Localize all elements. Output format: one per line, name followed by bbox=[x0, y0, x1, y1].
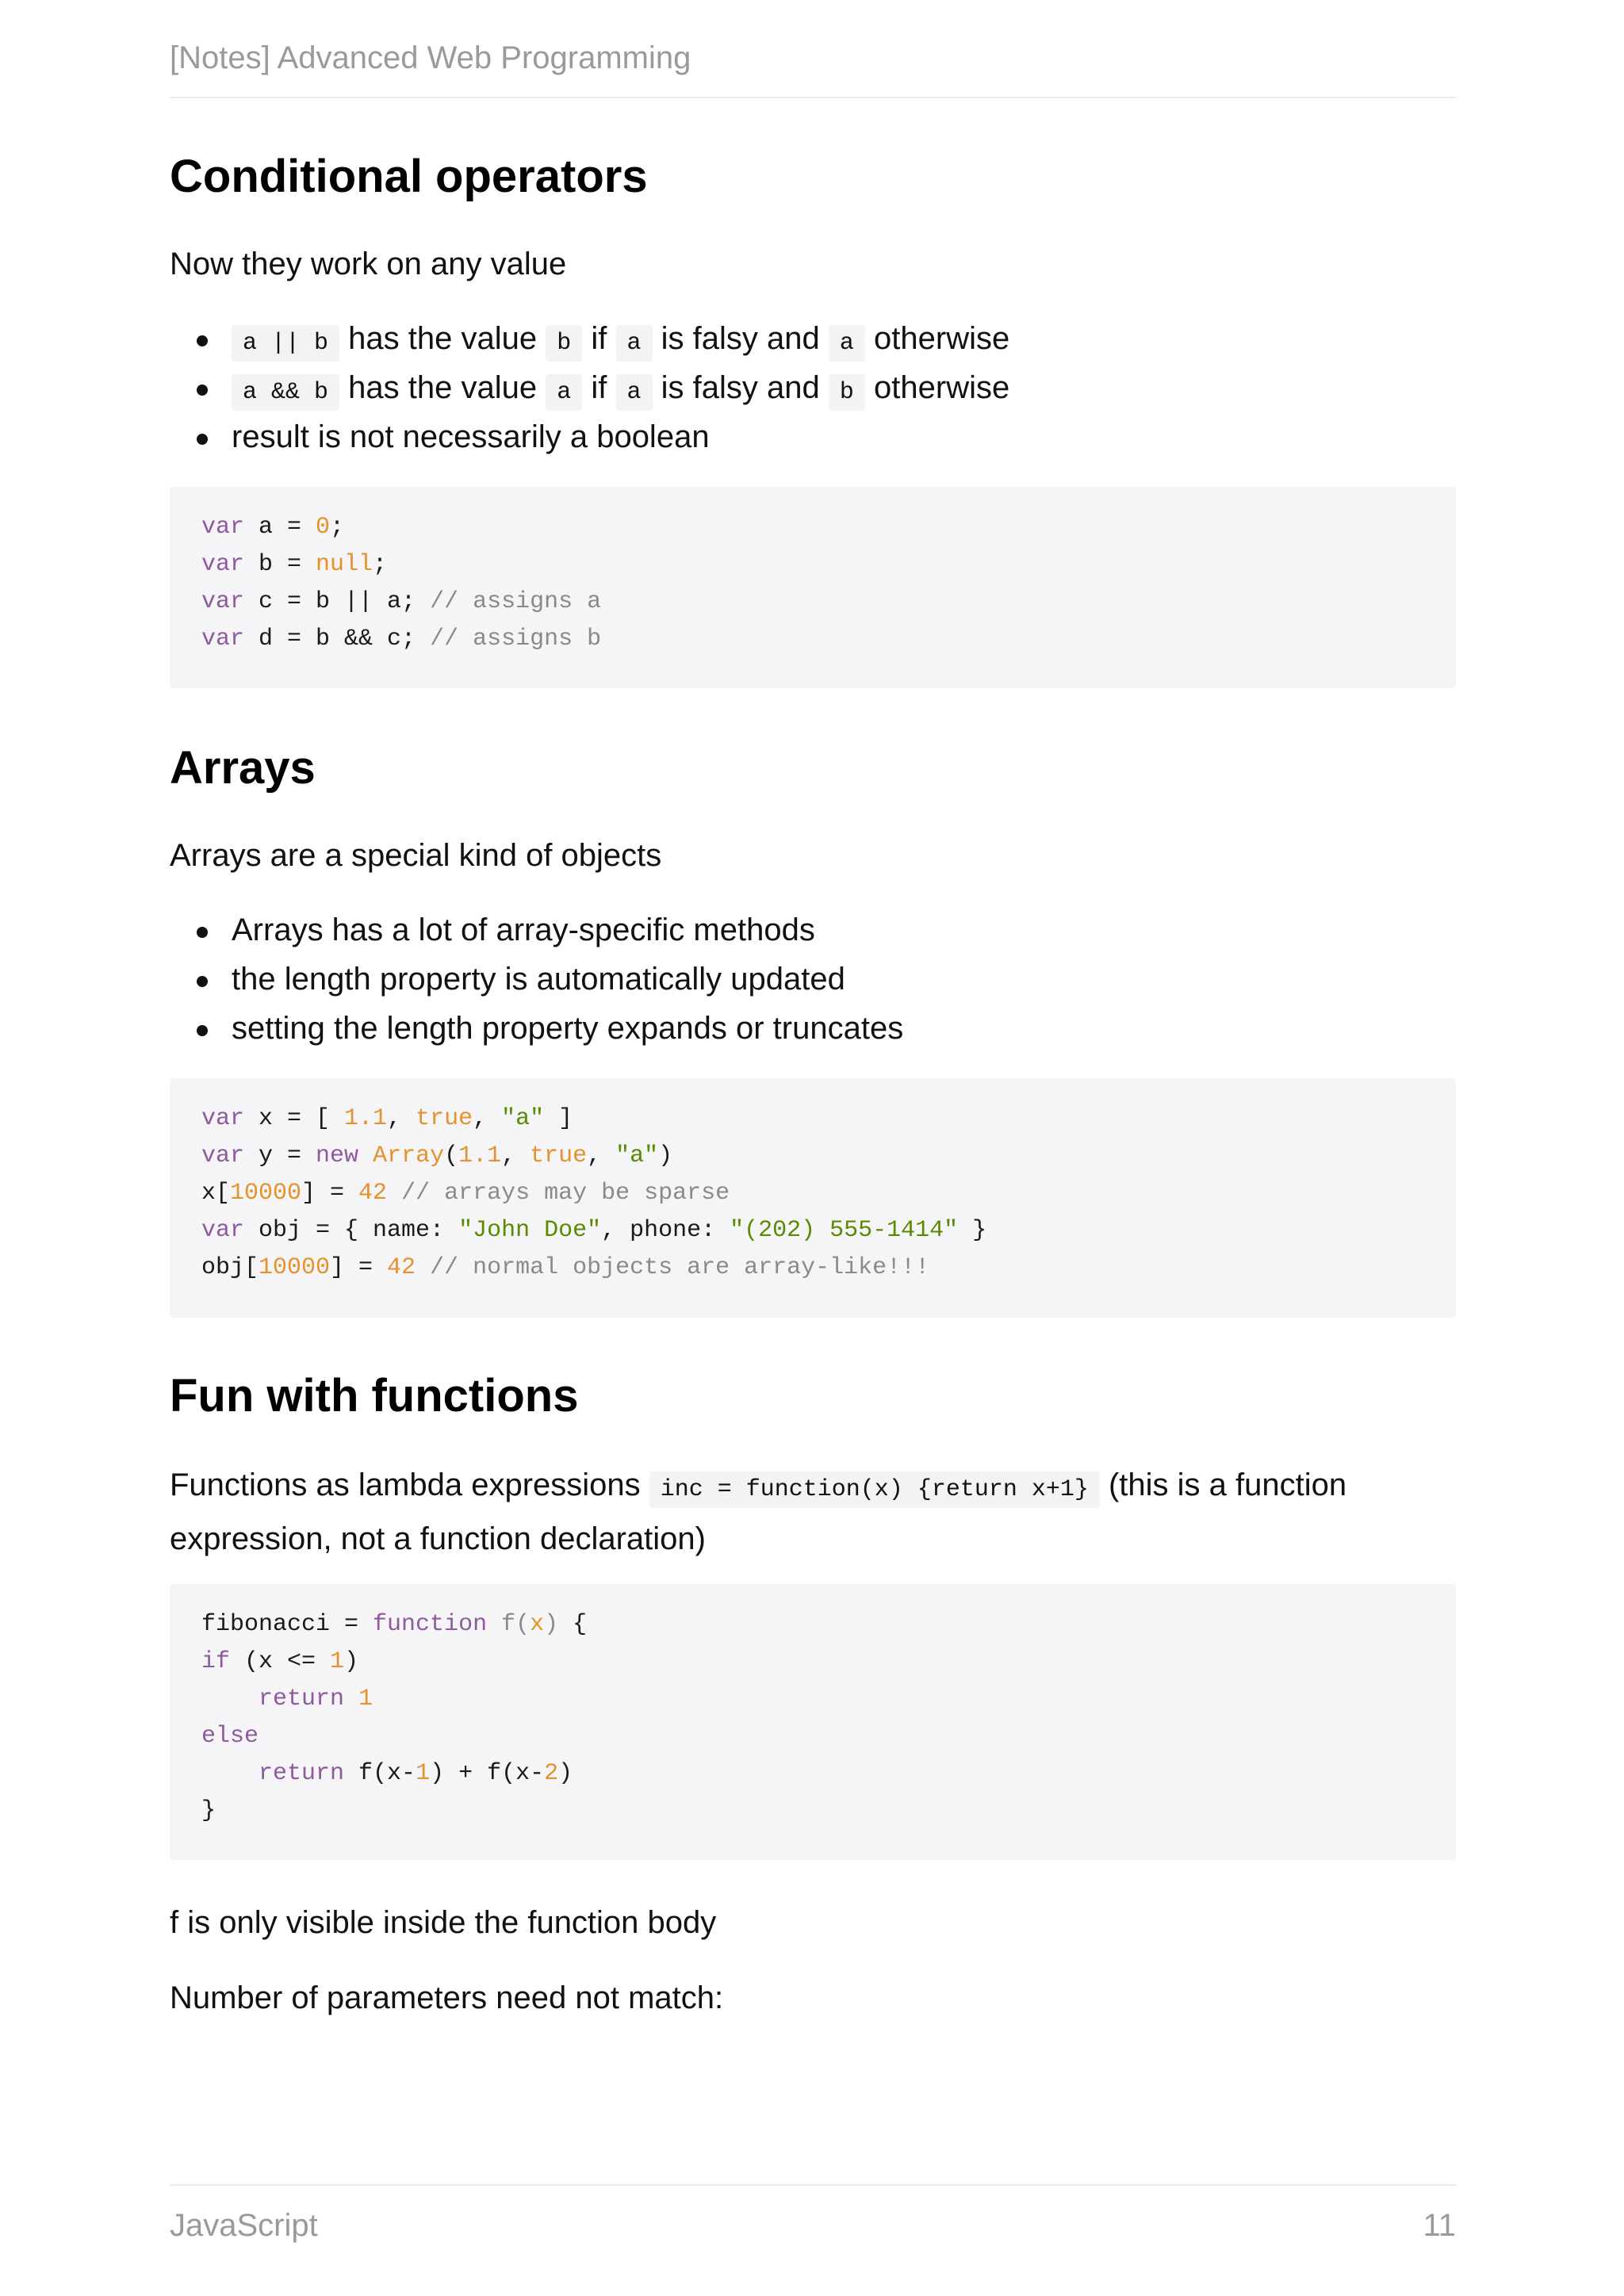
paragraph-parameters: Number of parameters need not match: bbox=[170, 1980, 724, 2015]
code-token: ; bbox=[330, 514, 345, 541]
code-line bbox=[201, 1755, 1424, 1793]
code-token bbox=[201, 1760, 259, 1787]
functions-intro bbox=[170, 1460, 1456, 1563]
code-token: 1 bbox=[416, 1760, 431, 1787]
page-number: 11 bbox=[1423, 2208, 1456, 2243]
inline-code: b bbox=[546, 325, 582, 362]
code-line bbox=[201, 1718, 1424, 1755]
code-line bbox=[201, 509, 1424, 546]
list-text: otherwise bbox=[874, 370, 1010, 405]
code-token: , bbox=[387, 1105, 416, 1132]
list-text: if bbox=[591, 370, 607, 405]
code-token: ; bbox=[373, 551, 388, 578]
code-token: (x <= bbox=[230, 1648, 331, 1675]
code-token bbox=[201, 1686, 259, 1712]
code-line bbox=[201, 1138, 1424, 1175]
code-token: ] bbox=[544, 1105, 573, 1132]
inline-code: a bbox=[546, 374, 582, 411]
list-item bbox=[170, 955, 1456, 1004]
code-token: ) bbox=[658, 1142, 673, 1169]
code-token: 1.1 bbox=[458, 1142, 502, 1169]
code-token: "a" bbox=[501, 1105, 545, 1132]
code-token: var bbox=[201, 1217, 245, 1244]
code-token: ) bbox=[544, 1611, 559, 1638]
code-token: ] = bbox=[330, 1254, 388, 1281]
list-item bbox=[170, 1004, 1456, 1053]
footer-divider bbox=[170, 2184, 1456, 2186]
code-token: , phone: bbox=[601, 1217, 730, 1244]
list-item bbox=[170, 363, 1456, 412]
code-token: f( bbox=[501, 1611, 530, 1638]
functions-intro-text-cont: (this is a function bbox=[1108, 1468, 1347, 1502]
code-token: var bbox=[201, 551, 245, 578]
code-token: 42 bbox=[387, 1254, 416, 1281]
arrays-bullet-list bbox=[170, 905, 1456, 1053]
code-token: var bbox=[201, 588, 245, 615]
code-line bbox=[201, 584, 1424, 621]
code-line bbox=[201, 1175, 1424, 1212]
list-item bbox=[170, 905, 1456, 955]
code-line bbox=[201, 1249, 1424, 1287]
code-line bbox=[201, 1644, 1424, 1681]
code-token: b = bbox=[244, 551, 316, 578]
footer-chapter: JavaScript bbox=[170, 2208, 318, 2243]
paragraph-function-scope: f is only visible inside the function body bbox=[170, 1905, 717, 1940]
code-line bbox=[201, 546, 1424, 584]
code-token: y = bbox=[244, 1142, 316, 1169]
code-token: return bbox=[259, 1760, 345, 1787]
code-token: Array bbox=[373, 1142, 445, 1169]
code-token: obj = { name: bbox=[244, 1217, 459, 1244]
list-text: otherwise bbox=[874, 321, 1010, 356]
inline-code: a && b bbox=[232, 374, 339, 411]
code-token: return bbox=[259, 1686, 345, 1712]
code-token: x bbox=[530, 1611, 545, 1638]
document-page bbox=[170, 0, 1456, 2296]
code-token: 42 bbox=[358, 1180, 388, 1207]
running-header: [Notes] Advanced Web Programming bbox=[170, 40, 691, 75]
inline-code: a bbox=[616, 325, 653, 362]
code-token: // assigns a bbox=[430, 588, 602, 615]
inline-code: a bbox=[829, 325, 865, 362]
arrays-intro: Arrays are a special kind of objects bbox=[170, 838, 662, 873]
code-token: var bbox=[201, 626, 245, 652]
code-token: , bbox=[473, 1105, 502, 1132]
code-line bbox=[201, 1606, 1424, 1644]
inline-code: a bbox=[616, 374, 653, 411]
code-line bbox=[201, 1681, 1424, 1718]
conditional-bullet-list bbox=[170, 314, 1456, 461]
code-line bbox=[201, 621, 1424, 658]
code-token: else bbox=[201, 1723, 259, 1750]
code-token: 1 bbox=[358, 1686, 373, 1712]
code-token: var bbox=[201, 514, 245, 541]
code-token: ) bbox=[344, 1648, 359, 1675]
code-token: x = [ bbox=[244, 1105, 345, 1132]
code-line bbox=[201, 1100, 1424, 1138]
code-token: if bbox=[201, 1648, 231, 1675]
inline-code: inc = function(x) {return x+1} bbox=[649, 1471, 1100, 1508]
code-token: , bbox=[501, 1142, 530, 1169]
code-block-conditional bbox=[170, 487, 1456, 688]
code-token: a = bbox=[244, 514, 316, 541]
list-item bbox=[170, 412, 1456, 461]
code-token bbox=[387, 1180, 401, 1207]
code-line bbox=[201, 1793, 1424, 1830]
list-text: has the value bbox=[348, 370, 538, 405]
list-text: if bbox=[591, 321, 607, 356]
code-token: var bbox=[201, 1105, 245, 1132]
code-token: "(202) 555-1414" bbox=[730, 1217, 959, 1244]
inline-code: a || b bbox=[232, 325, 339, 362]
code-token: 10000 bbox=[259, 1254, 331, 1281]
code-token: 2 bbox=[544, 1760, 559, 1787]
list-text: is falsy and bbox=[661, 321, 820, 356]
code-token: "John Doe" bbox=[458, 1217, 602, 1244]
code-token: { bbox=[558, 1611, 588, 1638]
code-token: var bbox=[201, 1142, 245, 1169]
list-text: setting the length property expands or truncates bbox=[232, 1011, 904, 1046]
code-block-arrays bbox=[170, 1078, 1456, 1318]
section-heading-functions: Fun with functions bbox=[170, 1370, 579, 1422]
list-text: has the value bbox=[348, 321, 538, 356]
code-token: // arrays may be sparse bbox=[401, 1180, 730, 1207]
code-token: 1 bbox=[330, 1648, 345, 1675]
inline-code: b bbox=[829, 374, 865, 411]
code-token: , bbox=[587, 1142, 616, 1169]
code-block-functions bbox=[170, 1584, 1456, 1860]
code-token bbox=[416, 1254, 430, 1281]
code-token: ( bbox=[444, 1142, 459, 1169]
code-token: 1.1 bbox=[344, 1105, 388, 1132]
section-heading-conditional: Conditional operators bbox=[170, 151, 648, 202]
list-text: Arrays has a lot of array-specific methods bbox=[232, 913, 815, 947]
code-token bbox=[344, 1686, 358, 1712]
functions-intro-line2: expression, not a function declaration) bbox=[170, 1521, 706, 1556]
code-token: ) + f(x- bbox=[430, 1760, 545, 1787]
code-token: ) bbox=[558, 1760, 573, 1787]
code-token: } bbox=[201, 1797, 216, 1824]
code-token: true bbox=[530, 1142, 588, 1169]
code-token: // assigns b bbox=[430, 626, 602, 652]
code-token: } bbox=[958, 1217, 987, 1244]
section-heading-arrays: Arrays bbox=[170, 742, 316, 794]
code-token: d = b && c; bbox=[244, 626, 431, 652]
code-token: new bbox=[316, 1142, 359, 1169]
list-item bbox=[170, 314, 1456, 363]
code-token: "a" bbox=[615, 1142, 659, 1169]
code-token: 10000 bbox=[230, 1180, 302, 1207]
list-text: result is not necessarily a boolean bbox=[232, 419, 710, 454]
code-line bbox=[201, 1212, 1424, 1249]
conditional-intro: Now they work on any value bbox=[170, 247, 567, 281]
header-divider bbox=[170, 97, 1456, 98]
code-token: fibonacci = bbox=[201, 1611, 373, 1638]
code-token: 0 bbox=[316, 514, 331, 541]
code-token: ] = bbox=[301, 1180, 359, 1207]
list-text: the length property is automatically updated bbox=[232, 962, 845, 997]
code-token: true bbox=[416, 1105, 473, 1132]
list-text: is falsy and bbox=[661, 370, 820, 405]
code-token: obj[ bbox=[201, 1254, 259, 1281]
code-token bbox=[487, 1611, 501, 1638]
code-token bbox=[358, 1142, 373, 1169]
code-token: x[ bbox=[201, 1180, 231, 1207]
code-token: // normal objects are array-like!!! bbox=[430, 1254, 930, 1281]
code-token: c = b || a; bbox=[244, 588, 431, 615]
code-token: null bbox=[316, 551, 373, 578]
code-token: f(x- bbox=[344, 1760, 416, 1787]
functions-intro-text: Functions as lambda expressions bbox=[170, 1468, 641, 1502]
code-token: function bbox=[373, 1611, 488, 1638]
